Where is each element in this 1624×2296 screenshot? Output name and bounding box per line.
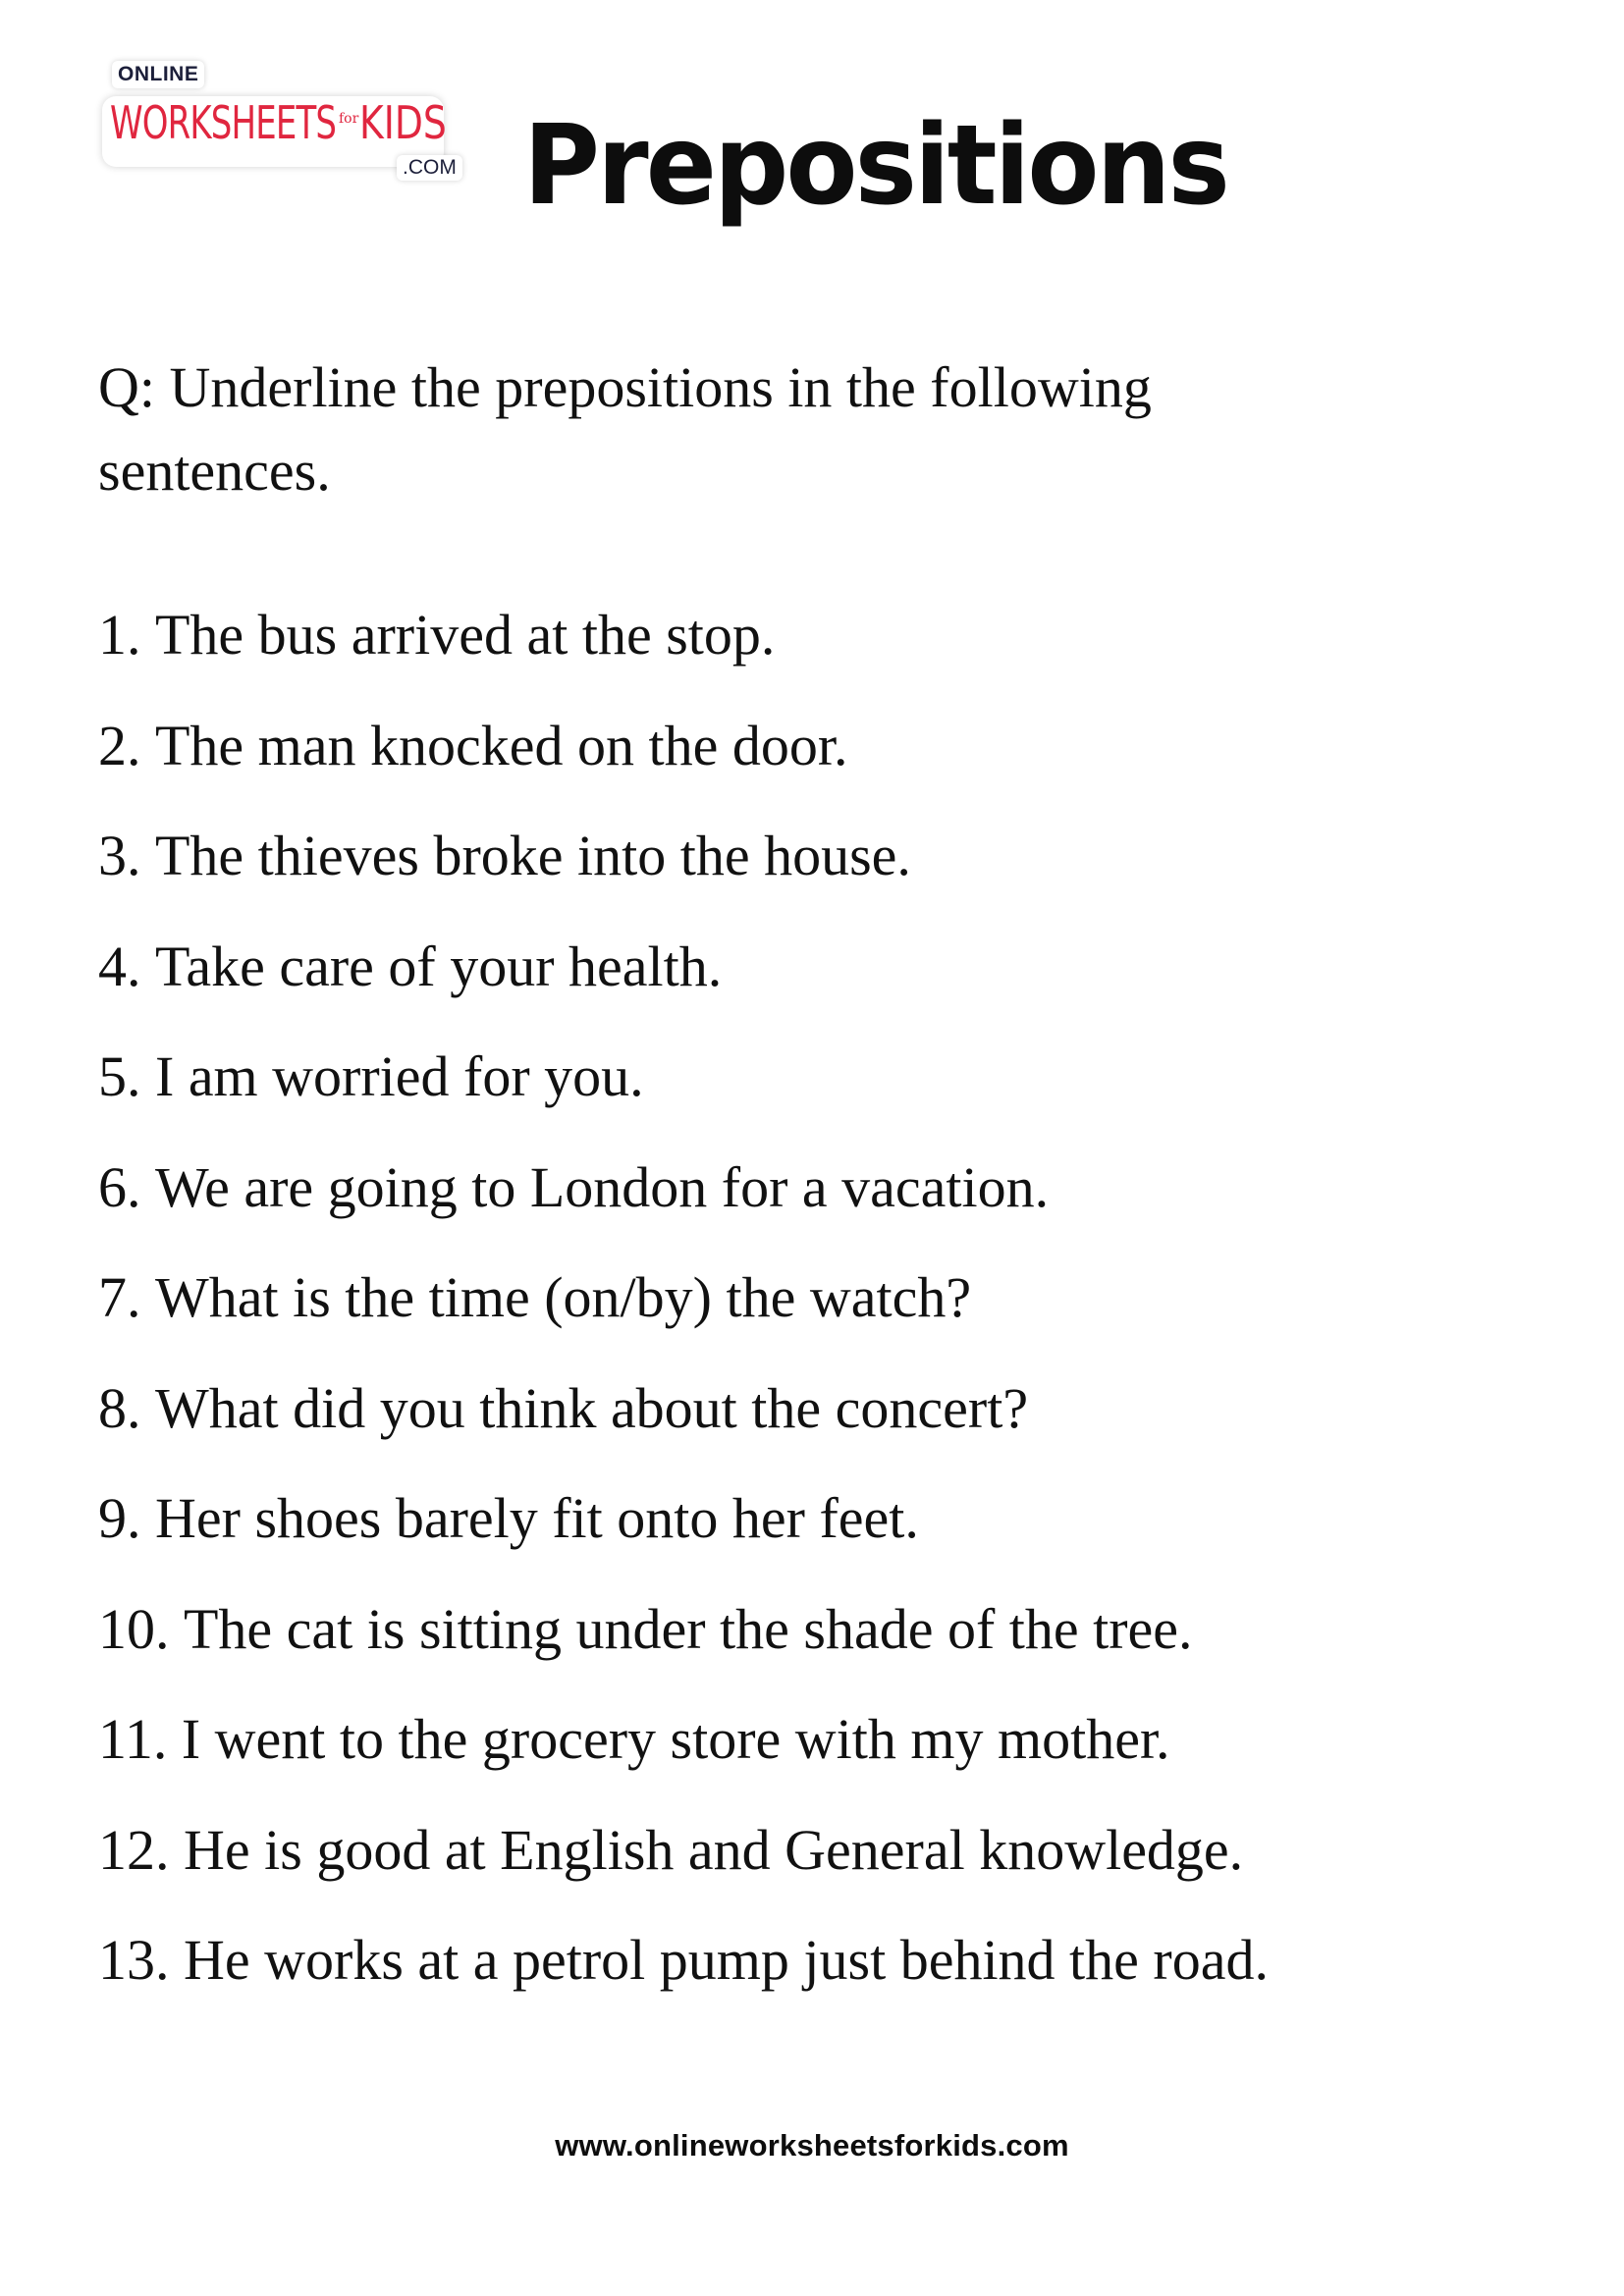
question-text: Take care of your health. <box>155 934 723 998</box>
question-number: 1. <box>98 603 141 667</box>
question-number: 8. <box>98 1375 141 1440</box>
question-text: We are going to London for a vacation. <box>155 1154 1050 1219</box>
question-item <box>98 927 1269 1038</box>
page-title: Prepositions <box>523 102 1227 230</box>
question-text: I am worried for you. <box>155 1044 644 1108</box>
question-text: He works at a petrol pump just behind the road. <box>184 1928 1269 1992</box>
question-number: 13. <box>98 1928 170 1992</box>
question-number: 10. <box>98 1596 170 1661</box>
question-list <box>98 595 1269 2031</box>
question-number: 7. <box>98 1265 141 1329</box>
logo-online-text: ONLINE <box>112 61 204 88</box>
question-text: The man knocked on the door. <box>155 713 848 777</box>
question-number: 5. <box>98 1044 141 1108</box>
question-number: 2. <box>98 713 141 777</box>
question-item <box>98 1257 1269 1368</box>
question-item <box>98 1699 1269 1810</box>
question-number: 6. <box>98 1154 141 1219</box>
logo-com-text: .COM <box>397 155 462 181</box>
question-item <box>98 1368 1269 1479</box>
instruction-text: Q: Underline the prepositions in the following sentences. <box>98 355 1152 503</box>
question-item <box>98 595 1269 706</box>
question-item <box>98 816 1269 927</box>
question-item <box>98 706 1269 817</box>
logo-for-text: for <box>339 111 359 127</box>
question-text: The thieves broke into the house. <box>155 824 911 887</box>
question-text: Her shoes barely fit onto her feet. <box>155 1486 919 1550</box>
question-number: 11. <box>98 1707 168 1771</box>
question-number: 12. <box>98 1817 170 1882</box>
question-item <box>98 1920 1269 2031</box>
question-number: 9. <box>98 1486 141 1550</box>
logo-worksheets-text: WORKSHEETS <box>110 96 337 149</box>
question-text: He is good at English and General knowledge. <box>184 1817 1244 1882</box>
question-item <box>98 1810 1269 1921</box>
logo-wordmark <box>102 96 447 167</box>
question-text: What did you think about the concert? <box>155 1375 1029 1440</box>
question-number: 4. <box>98 934 141 998</box>
question-item <box>98 1478 1269 1589</box>
question-text: The cat is sitting under the shade of the tree. <box>184 1596 1193 1661</box>
site-logo <box>102 57 465 194</box>
question-text: The bus arrived at the stop. <box>155 603 776 667</box>
question-item <box>98 1037 1269 1148</box>
question-text: What is the time (on/by) the watch? <box>155 1265 972 1329</box>
question-item <box>98 1589 1269 1700</box>
question-item <box>98 1148 1269 1258</box>
question-text: I went to the grocery store with my mother. <box>181 1707 1170 1771</box>
logo-kids-text: KIDS <box>359 96 447 149</box>
footer-url: www.onlineworksheetsforkids.com <box>555 2128 1069 2163</box>
question-number: 3. <box>98 824 141 887</box>
